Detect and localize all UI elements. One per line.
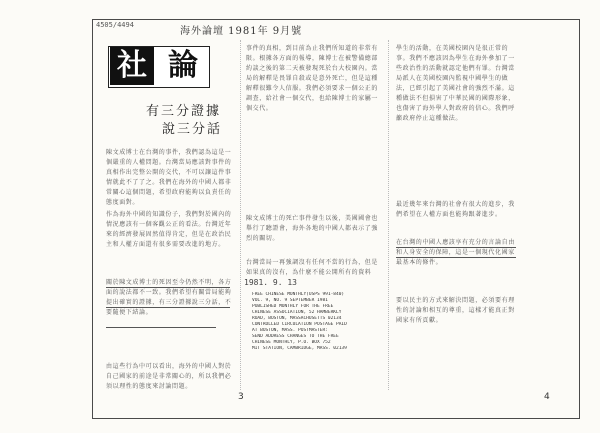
reference-number: 4505/4494 (96, 21, 134, 29)
imprint-line: SEND ADDRESS CHANGES TO THE FREE (252, 334, 339, 339)
imprint-line: VOL. 9, NO. 9 SEPTEMBER 1981 (252, 298, 328, 303)
publication-imprint (252, 292, 352, 352)
paragraph-col3-3: 在台灣的中國人應該享有充分的言論自由和人身安全的保障，這是一個現代化國家最基本的條件。 (396, 239, 515, 266)
editorial-title-line1: 有三分證據 (146, 104, 222, 119)
page-number-right: 4 (544, 392, 550, 402)
masthead-char-lun: 論 (168, 48, 198, 83)
page-number-left: 3 (238, 392, 244, 402)
imprint-line: CHINESE MONTHLY, P.O. BOX 752 (252, 340, 331, 345)
paragraph-col2-2: 陳文成博士的死亡事件發生以後，美國國會也舉行了聽證會，海外各地的中國人都表示了強烈的關切。 (246, 215, 379, 242)
imprint-line: ROAD, BOSTON, MASSACHUSETTS 02134 (252, 316, 342, 321)
underline-mark (106, 287, 230, 288)
imprint-line: FREE CHINESE MONTHLY(USPS 991-840) (252, 292, 345, 297)
column-divider (388, 40, 389, 390)
underline-mark (106, 307, 230, 308)
handwritten-header-note: 海外論壇 1981年 9月號 (180, 26, 303, 37)
date-stamp: 1981. 9. 13 (244, 278, 297, 287)
paragraph-col1-3: 關於陳文成博士的死因至今仍然不明，各方面的說法都不一致。我們希望有關當局能夠提出確實的證據，有三分證據說三分話，不要隨便下結論。 (106, 279, 232, 316)
underline-mark (396, 247, 516, 248)
paragraph-col2-3: 台灣當局一再強調沒有任何不當的行為，但是如果真的沒有，為什麼不能公開所有的資料 (246, 259, 379, 276)
imprint-line: CHINESE ASSOCIATION, 52 HAMBERKLY (252, 310, 342, 315)
masthead-char-she: 社 (110, 47, 154, 85)
column-divider (240, 40, 241, 390)
imprint-line: AT BOSTON, MASS. POSTMASTER: (252, 328, 328, 333)
paragraph-col3-1: 學生的活動，在美國校園內是很正常的事。我們不應該因為學生在海外參加了一些政治性的活動就認定他們有罪。台灣當局派人在美國校園內監視中國學生的做法，已經引起了美國社會的強烈不滿。這種做法不但損害了中華民國的國際形象，也傷害了海外學人對政府的信心。我們呼籲政府停止這種做法。 (396, 45, 515, 122)
paragraph-col1-4: 由這些行為中可以看出，海外的中國人對於自己國家的前途是非常關心的，所以我們必須以理性的態度來討論問題。 (106, 363, 232, 390)
paragraph-col1-2: 作為海外中國的知識份子，我們對於國內的情況應該有一個客觀公正的看法。台灣近年來的經濟發展固然值得肯定，但是在政治民主和人權方面還有很多需要改進的地方。 (106, 211, 232, 248)
imprint-line: CONTROLLED CIRCULATION POSTAGE PAID (252, 322, 347, 327)
imprint-line: PUBLISHED MONTHLY FOR THE FREE (252, 304, 334, 309)
editorial-title-line2: 說三分話 (162, 122, 223, 137)
paragraph-col1-1: 陳文成博士在台灣的事件，我們認為這是一個嚴重的人權問題。台灣當局應該對事件的真相作出完整公開的交代，不可以讓這件事情就此不了了之。我們在海外的中國人都非常關心這個問題，希望政府能夠以負責任的態度面對。 (106, 149, 232, 206)
paragraph-col3-4: 要以民主的方式來解決問題，必須要有理性的討論和相互的尊重，這樣才能真正對國家有所貢獻。 (396, 297, 515, 324)
paragraph-col2-1: 事件的真相，到目前為止我們所知道的非常有限。根據各方面的報導，陳博士在被警備總部約談之後的第二天被發現死於台大校園內。當局的解釋是畏罪自殺或是意外死亡，但是這種解釋很難令人信服。我們必須要求一個公正的調查，給社會一個交代，也給陳博士的家屬一個交代。 (246, 45, 379, 112)
underline-mark (106, 327, 216, 328)
paragraph-col3-2: 最近幾年來台灣的社會有很大的進步，我們希望在人權方面也能夠跟著進步。 (396, 201, 515, 218)
underline-mark (396, 257, 516, 258)
imprint-line: MIT STATION, CAMBRIDGE, MASS. 02139 (252, 346, 347, 351)
